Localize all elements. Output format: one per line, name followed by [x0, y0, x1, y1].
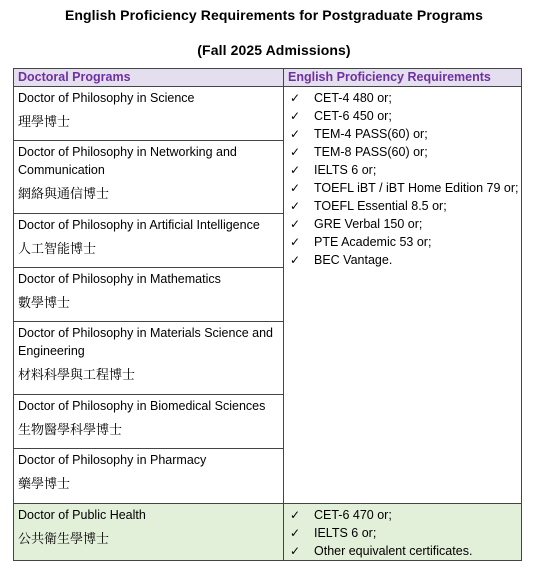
check-icon: ✓ — [290, 127, 301, 141]
list-item: ✓ CET-4 480 or; — [290, 91, 392, 105]
program-name-zh: 生物醫學科學博士 — [18, 422, 123, 437]
list-item: ✓ PTE Academic 53 or; — [290, 235, 432, 249]
program-cell — [14, 504, 284, 561]
check-icon: ✓ — [290, 145, 301, 159]
requirements-list — [290, 89, 517, 269]
list-item: ✓ IELTS 6 or; — [290, 526, 377, 540]
program-name-zh: 公共衛生學博士 — [18, 531, 110, 546]
table-row — [14, 87, 522, 141]
list-item: ✓ TEM-4 PASS(60) or; — [290, 127, 428, 141]
list-item: ✓ TEM-8 PASS(60) or; — [290, 145, 428, 159]
page-subtitle: (Fall 2025 Admissions) — [197, 42, 351, 58]
program-cell — [14, 268, 284, 322]
table-header-row — [14, 69, 522, 87]
requirements-cell — [284, 87, 522, 504]
table-row-public-health — [14, 504, 522, 561]
page-title: English Proficiency Requirements for Postgraduate Programs — [64, 7, 484, 23]
check-icon: ✓ — [290, 91, 301, 105]
check-icon: ✓ — [290, 253, 301, 267]
check-icon: ✓ — [290, 508, 301, 522]
program-cell — [14, 322, 284, 395]
check-icon: ✓ — [290, 199, 301, 213]
requirements-table — [13, 68, 522, 561]
program-cell — [14, 449, 284, 504]
list-item: ✓ CET-6 470 or; — [290, 508, 392, 522]
check-icon: ✓ — [290, 235, 301, 249]
program-name-zh: 數學博士 — [18, 295, 71, 310]
program-name-en: Doctor of Philosophy in Mathematics — [18, 272, 221, 286]
check-icon: ✓ — [290, 544, 301, 558]
list-item: ✓ IELTS 6 or; — [290, 163, 377, 177]
program-name-en: Doctor of Philosophy in Materials Science and Engineering — [18, 326, 273, 358]
list-item: ✓ TOEFL iBT / iBT Home Edition 79 or; — [290, 181, 519, 195]
program-name-en: Doctor of Philosophy in Pharmacy — [18, 453, 207, 467]
list-item: ✓ TOEFL Essential 8.5 or; — [290, 199, 447, 213]
program-name-en: Doctor of Philosophy in Networking and Communication — [18, 145, 237, 177]
requirements-list — [290, 506, 517, 560]
check-icon: ✓ — [290, 217, 301, 231]
program-name-zh: 網絡與通信博士 — [18, 186, 110, 201]
list-item: ✓ Other equivalent certificates. — [290, 544, 473, 558]
list-item: ✓ GRE Verbal 150 or; — [290, 217, 423, 231]
program-name-en: Doctor of Philosophy in Biomedical Sciences — [18, 399, 266, 413]
program-cell — [14, 87, 284, 141]
program-cell — [14, 395, 284, 449]
check-icon: ✓ — [290, 163, 301, 177]
program-cell — [14, 214, 284, 268]
list-item: ✓ BEC Vantage. — [290, 253, 393, 267]
program-name-en: Doctor of Philosophy in Science — [18, 91, 195, 105]
list-item: ✓ CET-6 450 or; — [290, 109, 392, 123]
program-name-zh: 材料科學與工程博士 — [18, 367, 136, 382]
program-name-en: Doctor of Philosophy in Artificial Intelligence — [18, 218, 260, 232]
program-cell — [14, 141, 284, 214]
column-header-programs: Doctoral Programs — [14, 69, 284, 87]
program-name-zh: 人工智能博士 — [18, 241, 97, 256]
requirements-cell — [284, 504, 522, 561]
program-name-zh: 藥學博士 — [18, 476, 71, 491]
check-icon: ✓ — [290, 109, 301, 123]
check-icon: ✓ — [290, 526, 301, 540]
column-header-requirements: English Proficiency Requirements — [284, 69, 522, 87]
check-icon: ✓ — [290, 181, 301, 195]
program-name-zh: 理學博士 — [18, 114, 71, 129]
program-name-en: Doctor of Public Health — [18, 508, 146, 522]
